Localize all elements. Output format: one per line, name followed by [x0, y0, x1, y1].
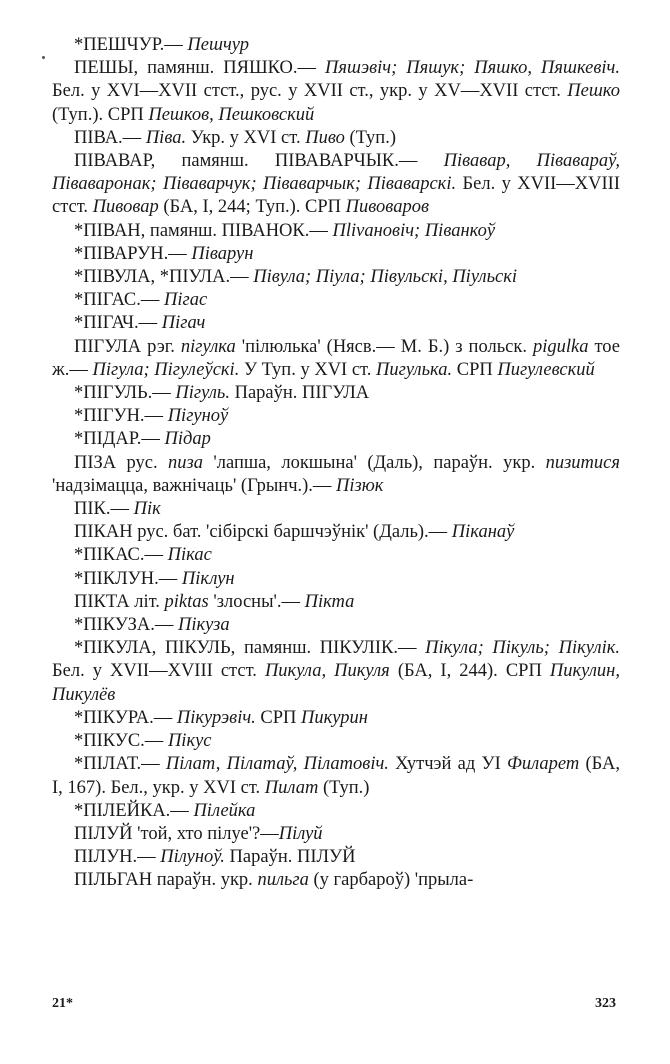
dictionary-entry: [52, 869, 620, 892]
entry-italic-text: Пікуза: [177, 615, 230, 636]
entry-text: ПІЛЬГАН параўн. укр.: [74, 870, 258, 891]
entry-italic-text: Пізюк: [336, 475, 384, 496]
entry-text: ПІВА.—: [74, 127, 146, 148]
entry-italic-text: Пікас: [167, 545, 212, 566]
entry-text: ПІЗА рус.: [74, 452, 169, 473]
page-number: 323: [595, 996, 616, 1011]
entry-italic-text: Пікус: [167, 731, 212, 752]
entry-text: Укр. у XVI ст.: [186, 127, 306, 148]
entry-italic-text: Пігуль.: [175, 383, 230, 404]
entry-text: *ПІДАР.—: [74, 429, 165, 450]
entry-text: *ПІКЛУН.—: [74, 568, 182, 589]
entry-text: *ПІВАН, памянш. ПІВАНОК.—: [74, 220, 333, 241]
dictionary-entry: [52, 544, 620, 567]
dictionary-entry: [52, 730, 620, 753]
dictionary-entry: [52, 707, 620, 730]
entry-text: *ПЕШЧУР.—: [74, 35, 188, 55]
dictionary-entry: [52, 614, 620, 637]
entry-italic-text: пігулка: [180, 336, 236, 357]
entry-text: *ПІГАЧ.—: [74, 313, 162, 334]
entry-italic-text: Пік: [133, 499, 161, 520]
entry-text: Бел. у XVI—XVII стст., рус. у XVII ст., укр. у XV—XVII стст.: [52, 81, 568, 102]
entry-italic-text: Піканаў: [451, 522, 515, 543]
dictionary-entry: [52, 243, 620, 266]
entry-text: (БА, I, 244; Туп.). СРП: [158, 197, 346, 218]
entry-text: (Туп.). СРП: [52, 104, 149, 125]
dictionary-entry: [52, 382, 620, 405]
entry-text: *ПІКУЛА, ПІКУЛЬ, памянш. ПІКУЛІК.—: [74, 638, 426, 659]
entry-text: *ПІКУРА.—: [74, 707, 177, 728]
entry-italic-text: Пікула; Пікуль; Пікулік.: [425, 638, 620, 659]
entry-text: 'пілюлька' (Нясв.— М. Б.) з польск.: [235, 336, 533, 357]
entry-italic-text: Пигулька.: [376, 359, 453, 380]
entry-italic-text: Пикурин: [301, 707, 368, 728]
entry-italic-text: Пікта: [304, 591, 355, 612]
entry-italic-text: Пешчур: [187, 35, 250, 55]
entry-italic-text: Пігас: [163, 290, 208, 311]
entry-text: *ПІКУС.—: [74, 731, 168, 752]
entry-italic-text: Піваваp, Півавapaў, Піваваронак; Піваварчук; Піваварчык; Піваварскі.: [52, 151, 620, 195]
entry-text: тое ж.—: [52, 336, 620, 380]
entry-italic-text: Пилат: [264, 777, 319, 798]
entry-italic-text: Пілуй: [278, 823, 323, 844]
entry-italic-text: Пивоваров: [345, 197, 429, 218]
entry-italic-text: Піварун: [191, 243, 254, 264]
entry-italic-text: Піклун: [181, 568, 235, 589]
entry-italic-text: Пивовар: [92, 197, 159, 218]
entry-text: (у гарбароў) 'прыла-: [308, 870, 474, 891]
entry-italic-text: Півула; Піула; Півульскі, Піульскі: [253, 267, 518, 288]
entry-text: *ПІВАРУН.—: [74, 243, 192, 264]
entry-italic-text: Пігач: [161, 313, 206, 334]
entry-text: ПІВАВАР, памянш. ПІВАВАРЧЫК.—: [74, 151, 444, 172]
entry-italic-text: Пігула; Пігулеўскі.: [92, 359, 240, 380]
entry-italic-text: Филарет: [506, 754, 580, 775]
entry-text: Бел. у XVII—XVIII стст.: [52, 174, 621, 218]
entry-italic-text: pigulka: [532, 336, 589, 357]
entry-italic-text: Пігуноў: [167, 406, 229, 427]
dictionary-entry: [52, 150, 620, 220]
stray-dot-mark: [42, 56, 45, 59]
entry-text: (Туп.): [318, 777, 370, 798]
entry-italic-text: piktas: [164, 591, 209, 612]
entry-text: 'злосны'.—: [208, 591, 305, 612]
dictionary-entry: [52, 127, 620, 150]
entry-text: *ПІКУЗА.—: [74, 615, 178, 636]
entry-text: (Туп.): [344, 127, 396, 148]
entry-italic-text: Пигулевский: [497, 359, 595, 380]
entry-italic-text: Пиво: [305, 127, 345, 148]
entry-text: ПІК.—: [74, 499, 134, 520]
entry-text: ПІГУЛА рэг.: [74, 336, 181, 357]
dictionary-entry: [52, 846, 620, 869]
dictionary-entry: [52, 800, 620, 823]
entry-text: Параўн. ПІГУЛА: [229, 383, 370, 404]
entry-text: *ПІЛАТ.—: [74, 754, 166, 775]
dictionary-entry: [52, 266, 620, 289]
entry-italic-text: пильга: [257, 870, 309, 891]
entry-italic-text: Пяшэвіч; Пяшук; Пяшко, Пяшкевіч.: [325, 58, 621, 79]
entry-italic-text: Пілуноў.: [160, 847, 225, 868]
signature-mark: 21*: [52, 996, 73, 1011]
dictionary-entry: [52, 57, 620, 127]
dictionary-entry: [52, 568, 620, 591]
dictionary-entry: [52, 637, 620, 707]
dictionary-entry: [52, 289, 620, 312]
entry-italic-text: Підар: [164, 429, 211, 450]
entry-italic-text: Пілат, Пілатаў, Пілатовіч.: [165, 754, 389, 775]
entry-text: *ПІЛЕЙКА.—: [74, 800, 194, 821]
entry-text: ПІЛУЙ 'той, хто пілуе'?—: [74, 823, 279, 844]
entry-text: У Туп. у XVI ст.: [239, 359, 376, 380]
entry-text: *ПІГУН.—: [74, 406, 168, 427]
dictionary-entry: [52, 452, 620, 498]
entry-italic-text: Пешко: [567, 81, 620, 102]
dictionary-entry: [52, 312, 620, 335]
dictionary-entry: [52, 405, 620, 428]
dictionary-entry: [52, 220, 620, 243]
entry-italic-text: пиза: [168, 452, 204, 473]
entry-italic-text: пизитися: [545, 452, 620, 473]
dictionary-entry: [52, 336, 620, 382]
dictionary-entry: [52, 428, 620, 451]
entry-text: СРП: [452, 359, 498, 380]
entry-text: 'надзімацца, важнічаць' (Грынч.).—: [52, 475, 337, 496]
entry-italic-text: Пікурэвіч.: [176, 707, 256, 728]
entry-text: СРП: [255, 707, 302, 728]
entry-text: *ПІКАС.—: [74, 545, 168, 566]
entry-text: ПІКТА літ.: [74, 591, 165, 612]
entry-text: (БА, I, 167). Бел., укр. у XVI ст.: [52, 754, 620, 798]
entry-italic-text: Пешков, Пешковский: [148, 104, 315, 125]
entry-italic-text: Пикулин, Пикулёв: [52, 661, 620, 705]
dictionary-page-body: [52, 34, 620, 893]
entry-text: (БА, I, 244). СРП: [389, 661, 550, 682]
dictionary-entry: [52, 753, 620, 799]
entry-italic-text: Пикула, Пикуля: [264, 661, 390, 682]
entry-text: *ПІВУЛА, *ПІУЛА.—: [74, 267, 254, 288]
dictionary-entry: [52, 498, 620, 521]
entry-text: ПЕШЫ, памянш. ПЯШКО.—: [74, 58, 326, 79]
entry-italic-text: Піва.: [145, 127, 187, 148]
entry-text: 'лапша, локшына' (Даль), параўн. укр.: [203, 452, 546, 473]
dictionary-entry: [52, 34, 620, 57]
entry-italic-text: Пілейка: [193, 800, 256, 821]
dictionary-entry: [52, 823, 620, 846]
dictionary-entry: [52, 521, 620, 544]
entry-text: ПІЛУН.—: [74, 847, 161, 868]
entry-text: Бел. у XVII—XVIII стст.: [52, 661, 265, 682]
entry-text: *ПІГУЛЬ.—: [74, 383, 176, 404]
dictionary-entry: [52, 591, 620, 614]
entry-text: *ПІГАС.—: [74, 290, 164, 311]
entry-text: ПІКАН рус. бат. 'сібірскі баршчэўнік' (Даль).—: [74, 522, 452, 543]
entry-text: Хутчэй ад УІ: [388, 754, 507, 775]
entry-text: Параўн. ПІЛУЙ: [224, 847, 356, 868]
entry-italic-text: Пlivaновіч; Піванкоў: [332, 220, 496, 241]
